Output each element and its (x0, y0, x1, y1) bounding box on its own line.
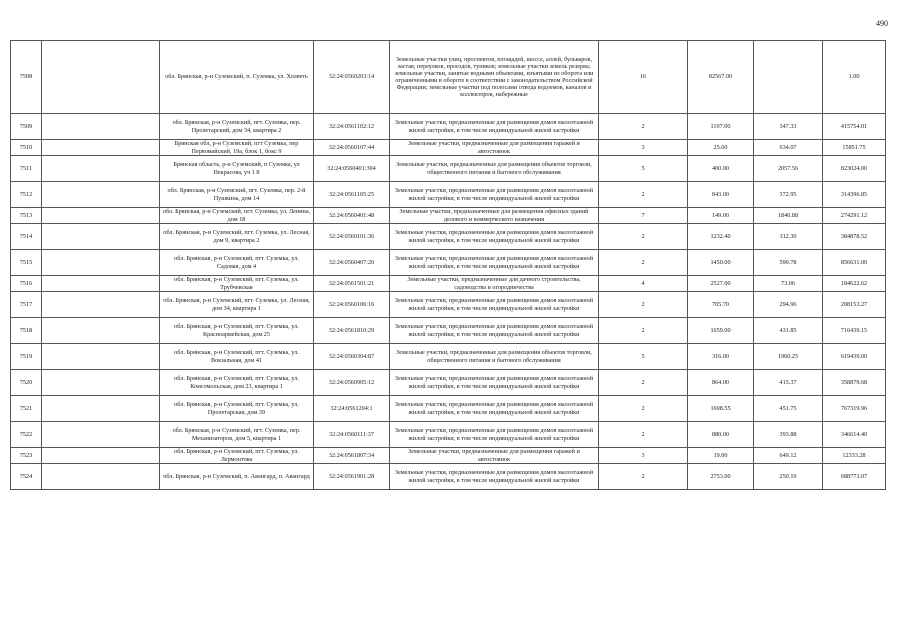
cadastral-number-cell: 32:24:0560407:20 (314, 250, 390, 276)
cadastral-value-cell: 358879.68 (823, 370, 886, 396)
empty-cell (42, 370, 160, 396)
area-cell: 1698.55 (688, 396, 754, 422)
land-use-cell: Земельные участки, предназначенные для дачного строительства, садоводства и огородничества (390, 276, 599, 292)
cadastral-value-cell: 688773.07 (823, 464, 886, 490)
area-cell: 880.00 (688, 422, 754, 448)
table-row (11, 140, 886, 156)
specific-value-cell: 294.96 (754, 292, 823, 318)
area-cell: 1197.00 (688, 114, 754, 140)
cadastral-number-cell: 32:24:0560101:36 (314, 224, 390, 250)
empty-cell (42, 156, 160, 182)
row-number-cell: 7514 (11, 224, 42, 250)
empty-cell (42, 41, 160, 114)
empty-cell (42, 224, 160, 250)
land-use-cell: Земельные участки улиц, проспектов, площадей, шоссе, аллей, бульваров, застав, переулков, проездов, тупиков; земельные участки земель резерва; земельные участки, занятые водными объектами, изъятыми из оборота или ограниченными в обороте в соответствии с законодательством Российской Федерации; земельные участки под полосами отвода водоемов, каналов и коллекторов, набережные (390, 41, 599, 114)
cadastral-value-cell: 1.00 (823, 41, 886, 114)
empty-cell (42, 292, 160, 318)
empty-cell (42, 182, 160, 208)
land-use-cell: Земельные участки, предназначенные для размещения объектов торговли, общественного питания и бытового обслуживания (390, 344, 599, 370)
cadastral-number-cell: 32:24:0561901:28 (314, 464, 390, 490)
land-use-cell: Земельные участки, предназначенные для размещения офисных зданий делового и коммерческого назначения (390, 208, 599, 224)
address-cell: Брянская область, р-н Суземский, п Суземка, ул Некрасова, уч 1 8 (160, 156, 314, 182)
row-number-cell: 7512 (11, 182, 42, 208)
group-cell: 3 (599, 448, 688, 464)
land-use-cell: Земельные участки, предназначенные для размещения домов малоэтажной жилой застройки, в том числе индивидуальной жилой застройки (390, 370, 599, 396)
cadastral-value-cell: 15851.75 (823, 140, 886, 156)
group-cell: 2 (599, 224, 688, 250)
row-number-cell: 7511 (11, 156, 42, 182)
table-row (11, 41, 886, 114)
cadastral-number-cell: 32:24:0560401:48 (314, 208, 390, 224)
address-cell: обл. Брянская, р-н Суземский, пгт. Суземка, ул. Лесная, дом 34, квартира 1 (160, 292, 314, 318)
table-row (11, 250, 886, 276)
empty-cell (42, 114, 160, 140)
specific-value-cell: 649.12 (754, 448, 823, 464)
specific-value-cell: 590.78 (754, 250, 823, 276)
group-cell: 2 (599, 370, 688, 396)
specific-value-cell: 312.30 (754, 224, 823, 250)
table-row (11, 344, 886, 370)
cadastral-number-cell: 32:24:0560107:44 (314, 140, 390, 156)
cadastral-value-cell: 346614.40 (823, 422, 886, 448)
address-cell: обл. Брянская, р-н Суземский, пгт. Суземка, пер. Пролетарский, дом 34, квартира 2 (160, 114, 314, 140)
group-cell: 2 (599, 464, 688, 490)
group-cell: 7 (599, 208, 688, 224)
group-cell: 5 (599, 156, 688, 182)
table-row (11, 156, 886, 182)
empty-cell (42, 208, 160, 224)
address-cell: обл. Брянская, р-н Суземский, пгт. Суземка, ул. Комсомольская, дом 23, квартира 1 (160, 370, 314, 396)
specific-value-cell: 347.33 (754, 114, 823, 140)
area-cell: 2753.00 (688, 464, 754, 490)
cadastral-value-cell: 184622.62 (823, 276, 886, 292)
row-number-cell: 7524 (11, 464, 42, 490)
area-cell: 2527.00 (688, 276, 754, 292)
land-use-cell: Земельные участки, предназначенные для размещения домов малоэтажной жилой застройки, в том числе индивидуальной жилой застройки (390, 250, 599, 276)
row-number-cell: 7518 (11, 318, 42, 344)
cadastral-number-cell: 32:24:0560203:14 (314, 41, 390, 114)
cadastral-value-cell: 12333.28 (823, 448, 886, 464)
cadastral-value-cell: 823024.00 (823, 156, 886, 182)
specific-value-cell: 634.07 (754, 140, 823, 156)
table-row (11, 182, 886, 208)
cadastral-number-cell: 32:24:0560106:16 (314, 292, 390, 318)
land-use-cell: Земельные участки, предназначенные для размещения домов малоэтажной жилой застройки, в том числе индивидуальной жилой застройки (390, 182, 599, 208)
row-number-cell: 7522 (11, 422, 42, 448)
group-cell: 3 (599, 140, 688, 156)
table-row (11, 224, 886, 250)
land-use-cell: Земельные участки, предназначенные для размещения домов малоэтажной жилой застройки, в том числе индивидуальной жилой застройки (390, 318, 599, 344)
specific-value-cell: 451.75 (754, 396, 823, 422)
cadastral-number-cell: 32:24:0561204:1 (314, 396, 390, 422)
group-cell: 5 (599, 344, 688, 370)
row-number-cell: 7521 (11, 396, 42, 422)
area-cell: 705.70 (688, 292, 754, 318)
specific-value-cell (754, 41, 823, 114)
cadastral-value-cell: 619439.00 (823, 344, 886, 370)
row-number-cell: 7508 (11, 41, 42, 114)
area-cell: 316.00 (688, 344, 754, 370)
table-row (11, 292, 886, 318)
address-cell: обл. Брянская, р-н Суземский, пгт. Суземка, ул. Лермонтова (160, 448, 314, 464)
address-cell: обл. Брянская, р-н Суземский, пгт. Суземка, ул. Садовая, дом 4 (160, 250, 314, 276)
land-use-cell: Земельные участки, предназначенные для размещения гаражей и автостоянок (390, 140, 599, 156)
cadastral-number-cell: 32:24:0561105:25 (314, 182, 390, 208)
cadastral-value-cell: 314396.85 (823, 182, 886, 208)
table-row (11, 422, 886, 448)
row-number-cell: 7517 (11, 292, 42, 318)
land-use-cell: Земельные участки, предназначенные для размещения домов малоэтажной жилой застройки, в том числе индивидуальной жилой застройки (390, 114, 599, 140)
area-cell: 843.00 (688, 182, 754, 208)
empty-cell (42, 140, 160, 156)
address-cell: обл. Брянская, р-н Суземский, пгт. Суземка, ул. Трубчевская (160, 276, 314, 292)
cadastral-value-cell: 208153.27 (823, 292, 886, 318)
area-cell: 400.00 (688, 156, 754, 182)
land-use-cell: Земельные участки, предназначенные для размещения домов малоэтажной жилой застройки, в том числе индивидуальной жилой застройки (390, 396, 599, 422)
table-row (11, 396, 886, 422)
area-cell: 149.00 (688, 208, 754, 224)
table-row (11, 276, 886, 292)
cadastral-value-cell: 856631.00 (823, 250, 886, 276)
land-use-cell: Земельные участки, предназначенные для размещения домов малоэтажной жилой застройки, в том числе индивидуальной жилой застройки (390, 224, 599, 250)
group-cell: 2 (599, 114, 688, 140)
table-row (11, 208, 886, 224)
area-cell: 19.00 (688, 448, 754, 464)
cadastral-number-cell: 32:24:0561810:29 (314, 318, 390, 344)
cadastral-value-cell: 716439.15 (823, 318, 886, 344)
address-cell: обл. Брянская, р-н Суземский, пгт. Суземка, ул. Лесная, дом 9, квартира 2 (160, 224, 314, 250)
area-cell: 25.00 (688, 140, 754, 156)
empty-cell (42, 250, 160, 276)
cadastral-value-cell: 415754.01 (823, 114, 886, 140)
cadastral-value-cell: 767319.96 (823, 396, 886, 422)
specific-value-cell: 1840.88 (754, 208, 823, 224)
group-cell: 2 (599, 182, 688, 208)
address-cell: обл. Брянская, р-н Суземский, пгт. Суземка, пер. Механизаторов, дом 5, квартира 1 (160, 422, 314, 448)
address-cell: обл. Брянская, р-н Суземский, пгт. Суземка, ул. Красноармейская, дом 25 (160, 318, 314, 344)
empty-cell (42, 422, 160, 448)
cadastral-number-cell: 32:24:0560905:12 (314, 370, 390, 396)
land-use-cell: Земельные участки, предназначенные для размещения домов малоэтажной жилой застройки, в том числе индивидуальной жилой застройки (390, 292, 599, 318)
specific-value-cell: 431.85 (754, 318, 823, 344)
group-cell: 16 (599, 41, 688, 114)
area-cell: 82567.00 (688, 41, 754, 114)
cadastral-number-cell: 32:24:0561102:12 (314, 114, 390, 140)
land-use-cell: Земельные участки, предназначенные для размещения домов малоэтажной жилой застройки, в том числе индивидуальной жилой застройки (390, 422, 599, 448)
empty-cell (42, 448, 160, 464)
row-number-cell: 7520 (11, 370, 42, 396)
specific-value-cell: 415.37 (754, 370, 823, 396)
address-cell: обл. Брянская, р-н Суземский, пгт. Суземка, ул. Ленина, дом 18 (160, 208, 314, 224)
address-cell: обл. Брянская, р-н Суземский, пгт. Суземка, ул. Вокзальная, дом 41 (160, 344, 314, 370)
address-cell: обл. Брянская, р-н Суземский, п. Суземка, ул. Холветь (160, 41, 314, 114)
row-number-cell: 7519 (11, 344, 42, 370)
specific-value-cell: 372.95 (754, 182, 823, 208)
table-row (11, 448, 886, 464)
empty-cell (42, 318, 160, 344)
group-cell: 2 (599, 318, 688, 344)
specific-value-cell: 393.88 (754, 422, 823, 448)
cadastral-value-cell: 384878.52 (823, 224, 886, 250)
address-cell: обл. Брянская, р-н Суземский, п. Авангард, п. Авангард (160, 464, 314, 490)
table-row (11, 114, 886, 140)
specific-value-cell: 1960.25 (754, 344, 823, 370)
cadastral-number-cell: 32:24:0560111:37 (314, 422, 390, 448)
row-number-cell: 7509 (11, 114, 42, 140)
empty-cell (42, 396, 160, 422)
table-row (11, 464, 886, 490)
empty-cell (42, 344, 160, 370)
land-use-cell: Земельные участки, предназначенные для размещения домов малоэтажной жилой застройки, в том числе индивидуальной жилой застройки (390, 464, 599, 490)
empty-cell (42, 276, 160, 292)
row-number-cell: 7510 (11, 140, 42, 156)
land-use-cell: Земельные участки, предназначенные для размещения гаражей и автостоянок (390, 448, 599, 464)
row-number-cell: 7523 (11, 448, 42, 464)
address-cell: Брянская обл, р-н Суземский, пгт Суземка, пер Первомайский, 19а, блок 1, бокс 9 (160, 140, 314, 156)
cadastral-value-cell: 274291.12 (823, 208, 886, 224)
group-cell: 2 (599, 422, 688, 448)
row-number-cell: 7513 (11, 208, 42, 224)
area-cell: 864.00 (688, 370, 754, 396)
group-cell: 2 (599, 396, 688, 422)
cadastral-number-cell: 32:24:0561807:34 (314, 448, 390, 464)
address-cell: обл. Брянская, р-н Суземский, пгт. Суземка, ул. Пролетарская, дом 39 (160, 396, 314, 422)
area-cell: 1659.00 (688, 318, 754, 344)
empty-cell (42, 464, 160, 490)
row-number-cell: 7515 (11, 250, 42, 276)
area-cell: 1450.00 (688, 250, 754, 276)
group-cell: 2 (599, 292, 688, 318)
specific-value-cell: 73.06 (754, 276, 823, 292)
group-cell: 2 (599, 250, 688, 276)
cadastral-number-cell: 32:24:0560401:304 (314, 156, 390, 182)
cadastral-value-table (10, 40, 886, 490)
cadastral-number-cell: 32:24:0561501:21 (314, 276, 390, 292)
area-cell: 1232.40 (688, 224, 754, 250)
land-use-cell: Земельные участки, предназначенные для размещения объектов торговли, общественного питания и бытового обслуживания (390, 156, 599, 182)
specific-value-cell: 250.19 (754, 464, 823, 490)
page-number: 490 (876, 19, 888, 28)
table-row (11, 370, 886, 396)
specific-value-cell: 2057.56 (754, 156, 823, 182)
table-row (11, 318, 886, 344)
address-cell: обл. Брянская, р-н Суземский, пгт. Суземка, пер. 2-й Пушкина, дом 14 (160, 182, 314, 208)
cadastral-number-cell: 32:24:0560304:87 (314, 344, 390, 370)
row-number-cell: 7516 (11, 276, 42, 292)
group-cell: 4 (599, 276, 688, 292)
